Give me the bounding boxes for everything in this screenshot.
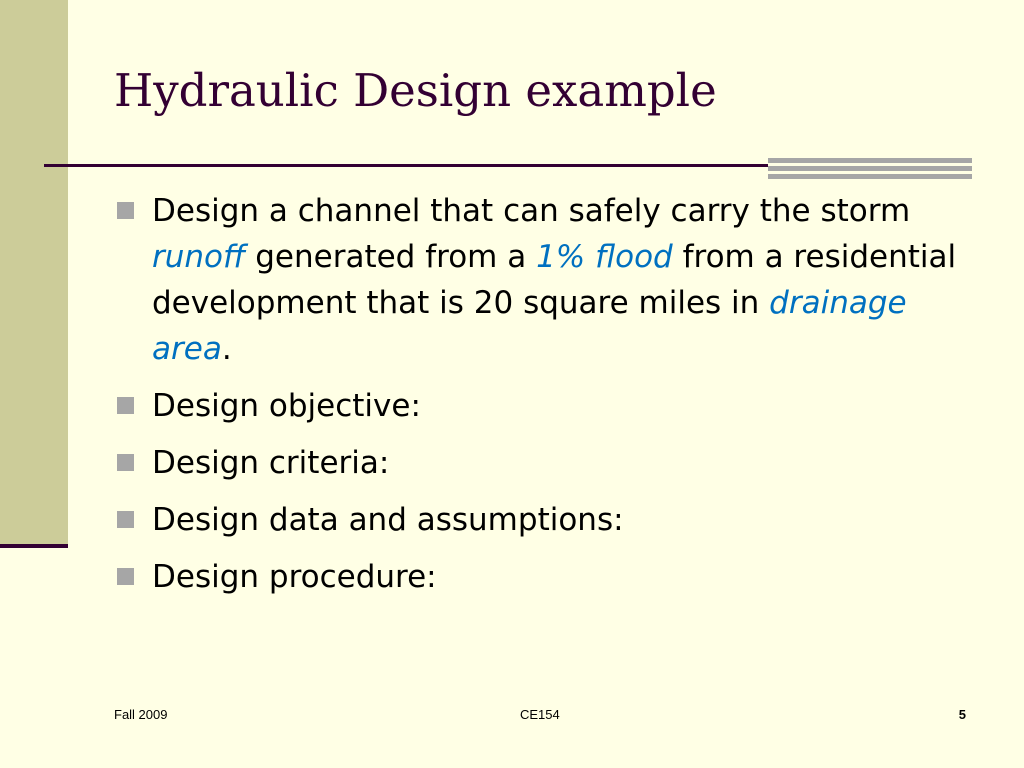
keyword-drainage-area: drainage area [152,285,907,367]
keyword-flood: 1% flood [536,239,673,275]
bullet-text: Design a channel that can safely carry the storm runoff generated from a 1% flood from a residential development that is 20 square miles in drainage area. [152,193,957,367]
square-bullet-icon [117,202,134,219]
bullet-item [114,554,974,600]
bullet-text: Design procedure: [152,559,437,595]
footer-date: Fall 2009 [114,707,168,722]
footer-course: CE154 [520,707,560,722]
decorative-side-bar [0,0,68,545]
square-bullet-icon [117,454,134,471]
square-bullet-icon [117,397,134,414]
bullet-item [114,497,974,543]
bullet-text: Design data and assumptions: [152,502,624,538]
side-bar-divider [0,544,68,548]
square-bullet-icon [117,511,134,528]
slide-title: Hydraulic Design example [114,64,717,117]
keyword-runoff: runoff [152,239,246,275]
bullet-text: Design objective: [152,388,421,424]
bullet-item [114,383,974,429]
bullet-item [114,188,974,372]
square-bullet-icon [117,568,134,585]
bullet-text: Design criteria: [152,445,390,481]
bullet-list [114,188,974,611]
slide-number: 5 [958,707,966,722]
bullet-item [114,440,974,486]
title-accent-stripes [768,158,972,180]
